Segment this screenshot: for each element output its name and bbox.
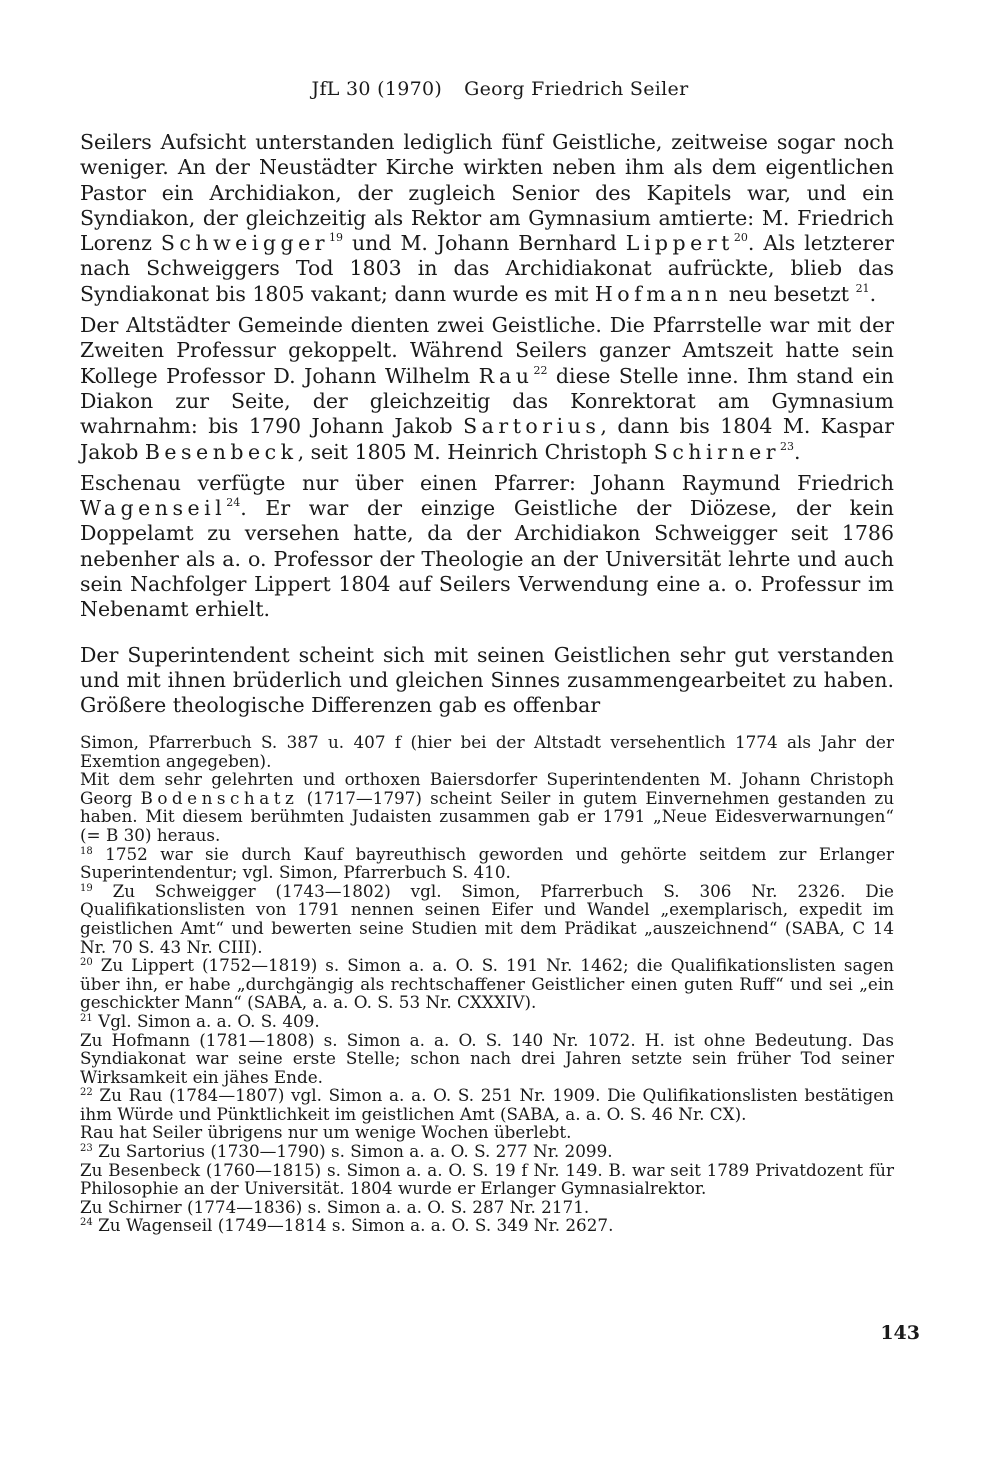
paragraph [80, 313, 894, 465]
text-run: und M. Johann Bernhard [343, 231, 626, 256]
footnote-ref: 24 [226, 496, 241, 510]
footnote-number: 20 [80, 957, 93, 969]
footnote-number: 18 [80, 845, 93, 857]
footnote-ref: 19 [329, 231, 343, 245]
footnote-ref: 22 [533, 363, 548, 377]
footnote-number: 19 [80, 882, 93, 894]
text-run: . Als letzterer nach Schweiggers Tod 1803 in das Archidiakonat aufrückte, blieb das Syndiakonat bis 1805 vakant; dann wurde es mit [80, 231, 894, 306]
journal-reference: JfL 30 (1970) [311, 78, 443, 100]
spaced-name: Rau [478, 363, 534, 388]
spaced-name: Sartorius [463, 414, 601, 439]
footnote [80, 882, 894, 956]
spaced-name: Besenbeck [144, 439, 298, 464]
text-run: Seilers Aufsicht unterstanden lediglich fünf Geistliche, zeitweise sogar noch weniger. An der Neustädter Kirche wirkten neben ihm als dem eigentlichen Pastor ein Archidiakon, der zugleich Senior des Kapitels war, und ein Syndiakon, der gleichzeitig als Rektor am Gymnasium amtierte: M. Friedrich Lorenz [80, 130, 894, 256]
footnote-ref: 23 [780, 439, 794, 453]
text-run: (1717—1797) scheint Seiler in gutem Einvernehmen gestanden zu haben. Mit diesem berühmten Judaisten zusammen gab er 1791 „Neue Eidesverwarnungen“ (= B 30) heraus. [80, 787, 894, 845]
spaced-name: Lippert [625, 231, 734, 256]
text-run: Der Altstädter Gemeinde dienten zwei Geistliche. Die Pfarrstelle war mit der Zweiten Professur gekoppelt. Während Seilers ganzer Amtszeit hatte sein Kollege Professor D. Johann Wilhelm [80, 313, 894, 388]
text-run: , seit 1805 M. Heinrich Christoph [297, 439, 654, 464]
paragraph [80, 130, 894, 307]
page-number: 143 [880, 1322, 920, 1344]
footnote-number: 21 [80, 1012, 93, 1024]
text-run: diese Stelle inne. Ihm stand ein Diakon zur Seite, der gleichzeitig das Konrektorat am Gymnasium wahrnahm: bis 1790 Johann Jakob [80, 363, 894, 439]
text-run: Eschenau verfügte nur über einen Pfarrer: Johann Raymund Friedrich [80, 470, 894, 495]
footnotes [80, 733, 894, 1235]
footnote-text: Vgl. Simon a. a. O. S. 409. [92, 1010, 320, 1031]
footnote [80, 845, 894, 882]
text-run: . [794, 439, 801, 464]
footnote-text: 1752 war sie durch Kauf bayreuthisch geworden und gehörte seitdem zur Erlanger Superintendentur; vgl. Simon, Pfarrerbuch S. 410. [80, 843, 894, 883]
spaced-name: Bodenschatz [140, 787, 299, 808]
text-run: Mit dem sehr gelehrten und orthoxen Baiersdorfer Superintendenten M. Johann Christoph Georg [80, 769, 894, 808]
footnote [80, 1086, 894, 1123]
text-run: neu besetzt [722, 281, 856, 306]
spaced-name: Schweigger [160, 231, 329, 256]
main-text [80, 130, 894, 719]
footnote-continuation: Rau hat Seiler übrigens nur um wenige Wochen überlebt. [80, 1122, 572, 1143]
text-run: . [869, 281, 877, 306]
spaced-name: Schirner [653, 439, 780, 464]
spaced-name: Hofmann [594, 281, 723, 306]
paragraph [80, 471, 894, 623]
footnote [80, 1142, 894, 1161]
footnote-continuation [80, 770, 894, 844]
footnote-ref: 20 [733, 231, 748, 245]
footnote-text: Zu Rau (1784—1807) vgl. Simon a. a. O. S. 251 Nr. 1909. Die Qulifikationslisten bestätigen ihm Würde und Pünktlichkeit im geistlichen Amt (SABA, a. a. O. S. 46 Nr. CX). [80, 1085, 894, 1124]
spaced-name: Wagenseil [80, 496, 227, 521]
footnote-number: 22 [80, 1087, 93, 1099]
footnote-number: 23 [80, 1143, 93, 1155]
footnote-continuation: Zu Hofmann (1781—1808) s. Simon a. a. O. S. 140 Nr. 1072. H. ist ohne Bedeutung. Das Syndiakonat war seine erste Stelle; schon nach drei Jahren setzte sein früher Tod seiner Wirksamkeit ein jähes Ende. [80, 1029, 894, 1087]
footnote-text: Zu Wagenseil (1749—1814 s. Simon a. a. O. S. 349 Nr. 2627. [92, 1215, 614, 1236]
paragraph: Der Superintendent scheint sich mit seinen Geistlichen sehr gut verstanden und mit ihnen brüderlich und gleichen Sinnes zusammengearbeitet zu haben. Größere theologische Differenzen gab es offenbar [80, 642, 894, 718]
footnote [80, 1216, 894, 1235]
footnote-continuation: Zu Besenbeck (1760—1815) s. Simon a. a. O. S. 19 f Nr. 149. B. war seit 1789 Privatdozent für Philosophie an der Universität. 1804 wurde er Erlanger Gymnasialrektor. [80, 1159, 894, 1199]
article-title: Georg Friedrich Seiler [464, 78, 689, 100]
footnote-text: Zu Schweigger (1743—1802) vgl. Simon, Pfarrerbuch S. 306 Nr. 2326. Die Qualifikationslisten von 1791 nennen seinen Eifer und Wandel „exemplarisch, expedit im geistlichen Amt“ und bewerten seine Studien mit dem Prädikat „auszeichnend“ (SABA, C 14 Nr. 70 S. 43 Nr. CIII). [80, 880, 894, 957]
footnote-continuation: Zu Schirner (1774—1836) s. Simon a. a. O. S. 287 Nr. 2171. [80, 1196, 590, 1217]
footnote [80, 1012, 894, 1031]
text-run: , dann bis 1804 M. Kaspar Jakob [80, 414, 894, 464]
running-header [0, 78, 1000, 100]
text-run: . Er war der einzige Geistliche der Diözese, der kein Doppelamt zu versehen hatte, da der Archidiakon Schweigger seit 1786 nebenher als a. o. Professor der Theologie an der Universität lehrte und auch sein Nachfolger Lippert 1804 auf Seilers Verwendung eine a. o. Professur im Nebenamt erhielt. [80, 496, 894, 622]
footnote [80, 956, 894, 1012]
footnote-text: Zu Sartorius (1730—1790) s. Simon a. a. O. S. 277 Nr. 2099. [92, 1141, 613, 1162]
footnote-ref: 21 [855, 281, 870, 295]
footnote-number: 24 [80, 1217, 93, 1229]
footnote-continuation: Simon, Pfarrerbuch S. 387 u. 407 f (hier bei der Altstadt versehentlich 1774 als Jahr der Exemtion angegeben). [80, 732, 894, 771]
footnote-text: Zu Lippert (1752—1819) s. Simon a. a. O. S. 191 Nr. 1462; die Qualifikationslisten sagen über ihn, er habe „durchgängig als rechtschaffener Geistlicher einen guten Ruff“ und sei „ein geschickter Mann“ (SABA, a. a. O. S. 53 Nr. CXXXIV). [80, 955, 894, 1013]
